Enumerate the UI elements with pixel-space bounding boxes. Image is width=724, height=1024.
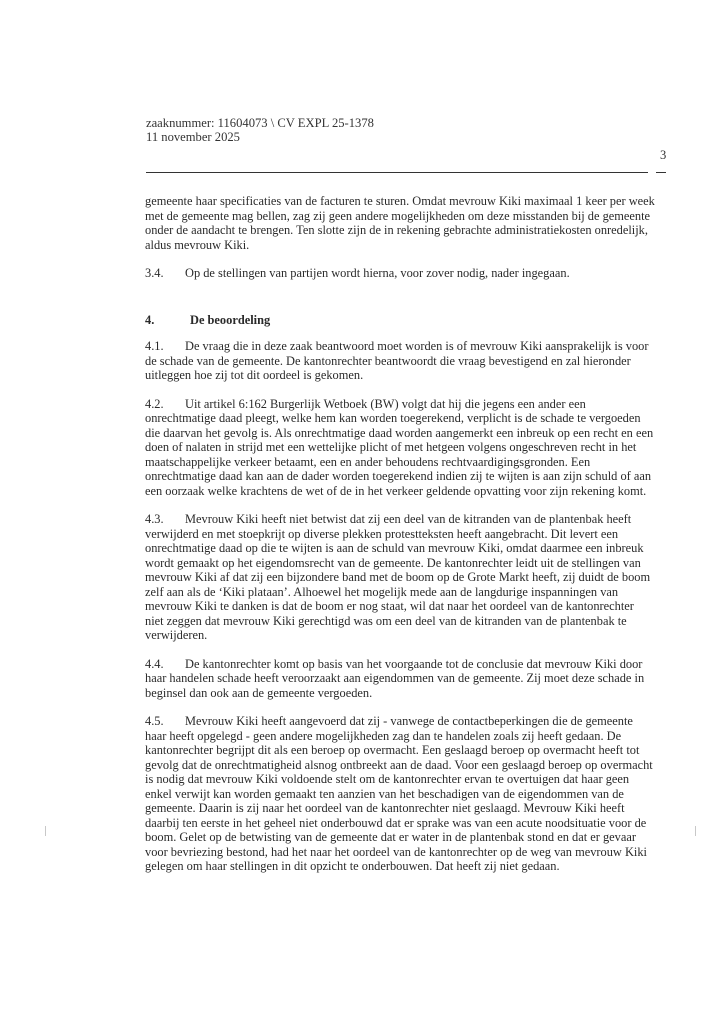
paragraph-number: 4.5. <box>145 714 164 728</box>
case-number: zaaknummer: 11604073 \ CV EXPL 25-1378 <box>146 116 374 130</box>
paragraph-number: 3.4. <box>145 266 164 280</box>
scan-mark-left <box>45 826 46 836</box>
paragraph-4-1 <box>145 339 655 383</box>
header-divider <box>146 172 648 173</box>
section-heading <box>145 313 655 328</box>
paragraph-text: Uit artikel 6:162 Burgerlijk Wetboek (BW) volgt dat hij die jegens een ander een onrechtmatige daad pleegt, welke hem kan worden toegerekend, verplicht is de schade te vergoeden die daarvan het gevolg is. Als onrechtmatige daad worden aangemerkt een inbreuk op een recht en een doen of nalaten in strijd met een wettelijke plicht of met hetgeen volgens ongeschreven recht in het maatschappelijke verkeer betaamt, een en ander behoudens rechtvaardigingsgronden. Een onrechtmatige daad kan aan de dader worden toegerekend indien zij te wijten is aan zijn schuld of aan een oorzaak welke krachtens de wet of de in het verkeer geldende opvatting voor zijn rekening komt. <box>145 396 654 498</box>
paragraph-text: Op de stellingen van partijen wordt hierna, voor zover nodig, nader ingegaan. <box>185 266 570 280</box>
paragraph-4-2 <box>145 397 655 499</box>
document-date: 11 november 2025 <box>146 130 240 144</box>
paragraph-text: De kantonrechter komt op basis van het voorgaande tot de conclusie dat mevrouw Kiki door haar handelen schade heeft veroorzaakt aan eigendommen van de gemeente. Zij moet deze schade in beginsel dan ook aan de gemeente vergoeden. <box>145 656 645 700</box>
header-divider-short <box>656 172 666 173</box>
paragraph-4-3 <box>145 512 655 643</box>
section-title: De beoordeling <box>190 312 271 327</box>
paragraph-number: 4.4. <box>145 656 164 671</box>
continuation-paragraph: gemeente haar specificaties van de facturen te sturen. Omdat mevrouw Kiki maximaal 1 keer per week met de gemeente mag bellen, zag zij geen andere mogelijkheden om deze misstanden bij de gemeente onder de aandacht te brengen. Ten slotte zijn de in rekening gebrachte administratiekosten onredelijk, aldus mevrouw Kiki. <box>145 194 655 252</box>
paragraph-number: 4.3. <box>145 512 164 526</box>
scan-mark-right <box>695 826 696 836</box>
page-number: 3 <box>660 148 667 162</box>
document-header <box>146 116 374 144</box>
paragraph-4-5 <box>145 714 655 874</box>
paragraph-number: 4.1. <box>145 339 164 353</box>
document-body <box>145 194 655 888</box>
paragraph-number: 4.2. <box>145 396 164 411</box>
paragraph-text: Mevrouw Kiki heeft aangevoerd dat zij - vanwege de contactbeperkingen die de gemeente haar heeft opgelegd - geen andere mogelijkheden zag dan te handelen zoals zij heeft gedaan. De kantonrechter begrijpt dit als een beroep op overmacht. Een geslaagd beroep op overmacht heeft tot gevolg dat de onrechtmatigheid alsnog ontbreekt aan de daad. Voor een geslaagd beroep op overmacht is nodig dat mevrouw Kiki voldoende stelt om de kantonrechter ervan te overtuigen dat haar geen enkel verwijt kan worden gemaakt ten aanzien van het beschadigen van de eigendommen van de gemeente. Daarin is zij naar het oordeel van de kantonrechter niet geslaagd. Mevrouw Kiki heeft daarbij ten eerste in het geheel niet onderbouwd dat er sprake was van een acute noodsituatie voor de boom. Gelet op de betwisting van de gemeente dat er water in de plantenbak stond en dat er gevaar voor bevriezing bestond, had het naar het oordeel van de kantonrechter op de weg van mevrouw Kiki gelegen om haar stellingen in dit opzicht te onderbouwen. Dat heeft zij niet gedaan. <box>145 714 653 873</box>
paragraph-text: Mevrouw Kiki heeft niet betwist dat zij een deel van de kitranden van de plantenbak heeft verwijderd en met stoepkrijt op diverse plekken protestteksten heeft aangebracht. Dit levert een onrechtmatige daad op die te wijten is aan de schuld van mevrouw Kiki, omdat daarmee een inbreuk wordt gemaakt op het eigendomsrecht van de gemeente. De kantonrechter leidt uit de stellingen van mevrouw Kiki af dat zij een bijzondere band met de boom op de Grote Markt heeft, zij duidt de boom zelf aan als de ‘Kiki plataan’. Alhoewel het mogelijk mede aan de langdurige inspanningen van mevrouw Kiki te danken is dat de boom er nog staat, wil dat naar het oordeel van de kantonrechter niet zeggen dat mevrouw Kiki gerechtigd was om een deel van de kitranden van de plantenbak te verwijderen. <box>145 512 651 642</box>
paragraph-3-4 <box>145 266 655 281</box>
paragraph-text: De vraag die in deze zaak beantwoord moet worden is of mevrouw Kiki aansprakelijk is voor de schade van de gemeente. De kantonrechter beantwoordt die vraag bevestigend en zal hieronder uitleggen hoe zij tot dit oordeel is gekomen. <box>145 339 649 382</box>
paragraph-4-4 <box>145 657 655 701</box>
section-number: 4. <box>145 312 155 327</box>
